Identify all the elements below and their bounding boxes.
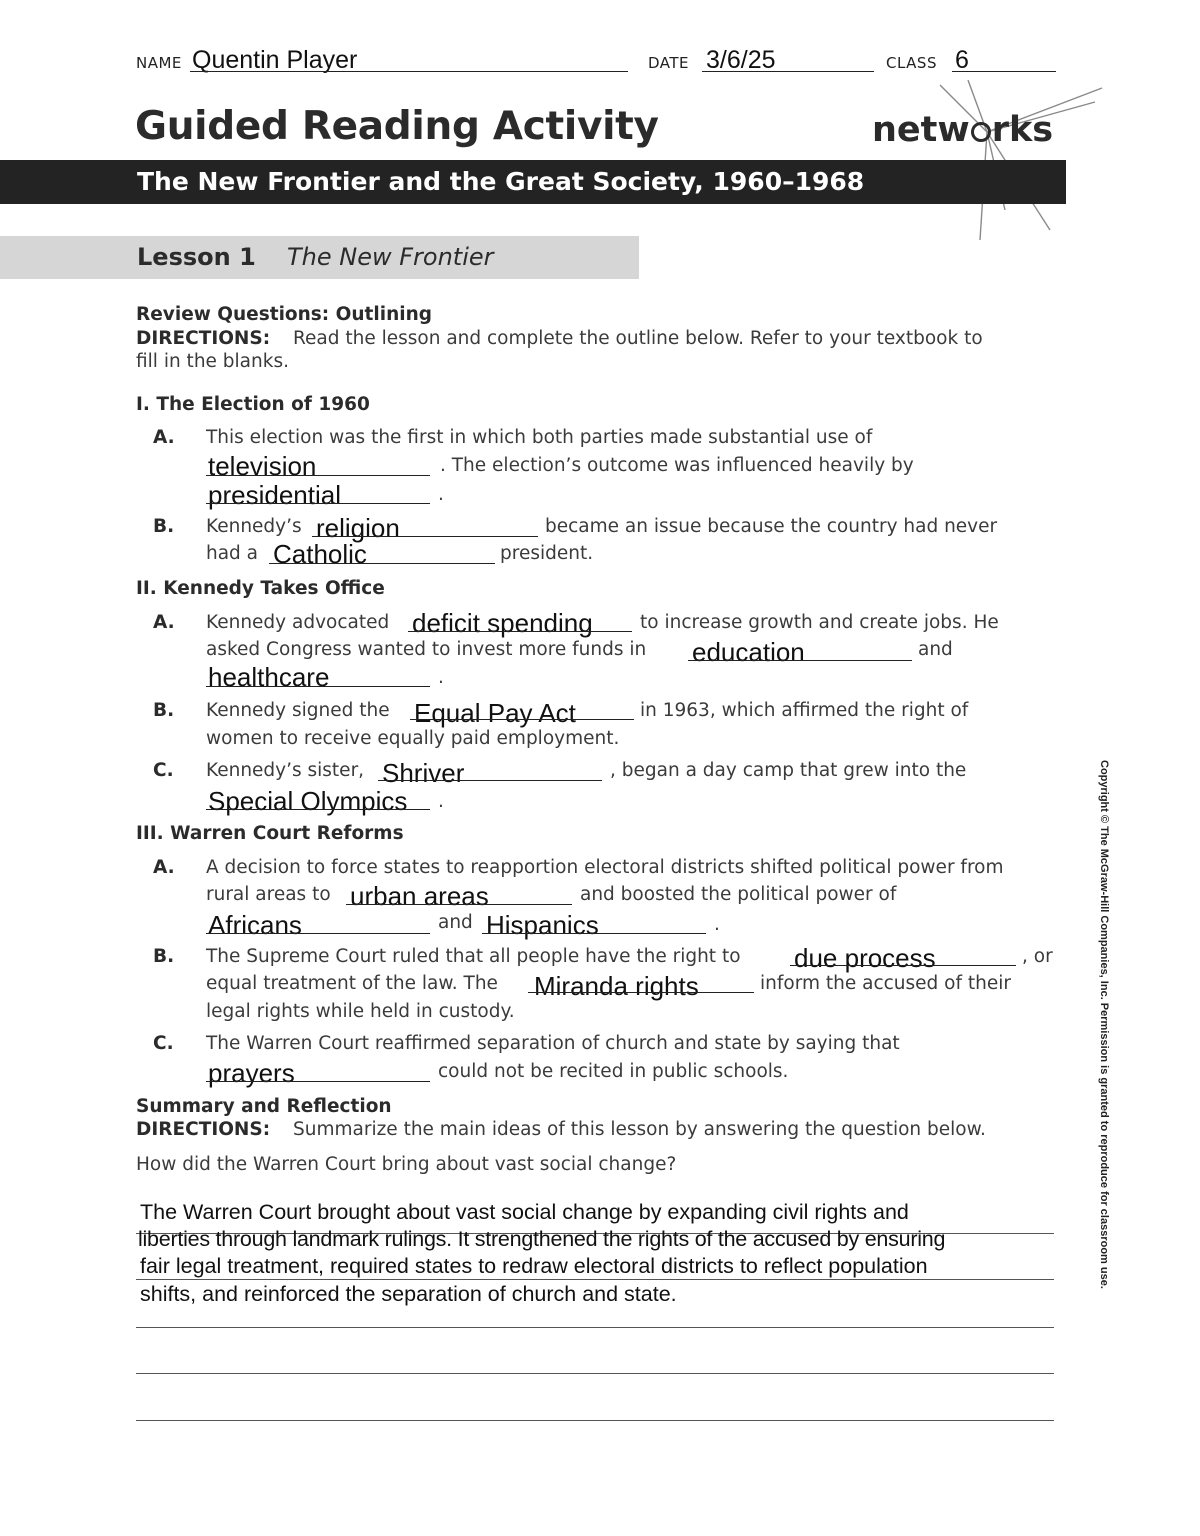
outline-text: and bbox=[438, 912, 473, 933]
answer-blank bbox=[346, 904, 572, 905]
outline-text: , began a day camp that grew into the bbox=[610, 760, 967, 781]
outline-text: This election was the first in which both parties made substantial use of bbox=[206, 427, 873, 448]
outline-text: A decision to force states to reapportion electoral districts shifted political power from bbox=[206, 857, 1004, 878]
outline-text: and boosted the political power of bbox=[580, 884, 897, 905]
name-line bbox=[190, 71, 628, 72]
item-letter: C. bbox=[153, 1033, 174, 1054]
outline-text: to increase growth and create jobs. He bbox=[640, 612, 999, 633]
item-letter: A. bbox=[153, 857, 175, 878]
item-letter: A. bbox=[153, 612, 175, 633]
outline-text: , or bbox=[1022, 946, 1053, 967]
chapter-title: The New Frontier and the Great Society, 1960–1968 bbox=[137, 167, 865, 196]
outline-text: The Supreme Court ruled that all people have the right to bbox=[206, 946, 741, 967]
answer-religion[interactable]: religion bbox=[316, 513, 400, 543]
answer-blank bbox=[378, 780, 602, 781]
answer-presidential[interactable]: presidential bbox=[208, 480, 341, 510]
name-label: NAME bbox=[136, 54, 182, 72]
date-label: DATE bbox=[648, 54, 690, 72]
answer-education[interactable]: education bbox=[692, 637, 805, 667]
answer-blank bbox=[312, 536, 538, 537]
copyright-notice: Copyright © The McGraw-Hill Companies, Inc. Permission is granted to reproduce for classroom use. bbox=[1098, 760, 1110, 1289]
outline-text: Kennedy’s sister, bbox=[206, 760, 365, 781]
outline-text: asked Congress wanted to invest more funds in bbox=[206, 639, 647, 660]
networks-logo bbox=[872, 110, 1053, 150]
item-letter: B. bbox=[153, 516, 175, 537]
answer-blank bbox=[410, 719, 634, 720]
outline-text: in 1963, which affirmed the right of bbox=[640, 700, 969, 721]
answer-rule bbox=[136, 1420, 1054, 1421]
answer-shriver[interactable]: Shriver bbox=[382, 758, 465, 788]
answer-blank bbox=[482, 933, 706, 934]
outline-text: The Warren Court reaffirmed separation of church and state by saying that bbox=[206, 1033, 900, 1054]
answer-deficit-spending[interactable]: deficit spending bbox=[412, 608, 593, 638]
item-letter: A. bbox=[153, 427, 175, 448]
date-line bbox=[702, 71, 874, 72]
outline-text: and bbox=[918, 639, 953, 660]
class-value[interactable]: 6 bbox=[955, 46, 969, 74]
outline-text: had a bbox=[206, 543, 259, 564]
answer-rule bbox=[136, 1373, 1054, 1374]
answer-rule bbox=[136, 1279, 1054, 1280]
answer-prayers[interactable]: prayers bbox=[208, 1058, 295, 1088]
answer-hispanics[interactable]: Hispanics bbox=[486, 910, 599, 940]
name-value[interactable]: Quentin Player bbox=[192, 46, 358, 74]
summary-heading: Summary and Reflection bbox=[136, 1096, 392, 1117]
item-letter: C. bbox=[153, 760, 174, 781]
item-letter: B. bbox=[153, 700, 175, 721]
answer-blank bbox=[528, 992, 754, 993]
summary-answer-line[interactable]: shifts, and reinforced the separation of church and state. bbox=[140, 1282, 677, 1306]
outline-text: rural areas to bbox=[206, 884, 331, 905]
answer-blank bbox=[408, 631, 632, 632]
outline-text: . bbox=[438, 667, 444, 688]
outline-text: president. bbox=[500, 543, 594, 564]
outline-text: equal treatment of the law. The bbox=[206, 973, 498, 994]
section-heading: III. Warren Court Reforms bbox=[136, 823, 404, 844]
section-heading: I. The Election of 1960 bbox=[136, 394, 370, 415]
outline-text: Kennedy’s bbox=[206, 516, 302, 537]
answer-blank bbox=[206, 809, 430, 810]
outline-text: . The election’s outcome was influenced heavily by bbox=[440, 455, 914, 476]
answer-rule bbox=[136, 1327, 1054, 1328]
logo-text-start: netw bbox=[872, 110, 970, 150]
answer-blank bbox=[206, 475, 430, 476]
page-title: Guided Reading Activity bbox=[135, 104, 659, 149]
chapter-banner bbox=[0, 160, 1066, 204]
answer-healthcare[interactable]: healthcare bbox=[208, 662, 330, 692]
outline-text: Kennedy signed the bbox=[206, 700, 390, 721]
class-line bbox=[952, 71, 1056, 72]
answer-africans[interactable]: Africans bbox=[208, 910, 302, 940]
lesson-banner bbox=[0, 236, 639, 279]
answer-catholic[interactable]: Catholic bbox=[273, 539, 367, 569]
summary-question: How did the Warren Court bring about vast social change? bbox=[136, 1154, 677, 1175]
summary-answer-line[interactable]: fair legal treatment, required states to redraw electoral districts to reflect population bbox=[140, 1254, 928, 1278]
logo-o-icon bbox=[971, 122, 991, 142]
outline-text: . bbox=[438, 484, 444, 505]
outline-text: . bbox=[438, 791, 444, 812]
outline-text: became an issue because the country had never bbox=[545, 516, 998, 537]
lesson-name: The New Frontier bbox=[287, 243, 494, 271]
directions-text: Read the lesson and complete the outline below. Refer to your textbook to bbox=[293, 328, 983, 349]
outline-text: women to receive equally paid employment. bbox=[206, 728, 620, 749]
answer-blank bbox=[206, 503, 430, 504]
summary-directions-text: Summarize the main ideas of this lesson by answering the question below. bbox=[293, 1119, 986, 1140]
answer-blank bbox=[269, 563, 495, 564]
outline-text: Kennedy advocated bbox=[206, 612, 390, 633]
date-value[interactable]: 3/6/25 bbox=[706, 46, 776, 74]
answer-blank bbox=[206, 933, 430, 934]
answer-urban-areas[interactable]: urban areas bbox=[350, 881, 489, 911]
outline-text: legal rights while held in custody. bbox=[206, 1001, 515, 1022]
directions-text-cont: fill in the blanks. bbox=[136, 351, 289, 372]
answer-blank bbox=[790, 965, 1016, 966]
answer-blank bbox=[206, 1081, 430, 1082]
outline-text: inform the accused of their bbox=[760, 973, 1011, 994]
answer-equal-pay-act[interactable]: Equal Pay Act bbox=[414, 698, 576, 728]
class-label: CLASS bbox=[886, 54, 937, 72]
answer-miranda-rights[interactable]: Miranda rights bbox=[534, 971, 699, 1001]
directions-label: DIRECTIONS: bbox=[136, 328, 271, 349]
summary-answer-line[interactable]: The Warren Court brought about vast social change by expanding civil rights and bbox=[140, 1200, 909, 1224]
section-heading: II. Kennedy Takes Office bbox=[136, 578, 385, 599]
item-letter: B. bbox=[153, 946, 175, 967]
outline-text: could not be recited in public schools. bbox=[438, 1061, 789, 1082]
summary-answer-line[interactable]: liberties through landmark rulings. It strengthened the rights of the accused by ensuring bbox=[138, 1227, 946, 1251]
answer-blank bbox=[206, 686, 430, 687]
answer-television[interactable]: television bbox=[208, 451, 317, 481]
answer-due-process[interactable]: due process bbox=[794, 943, 936, 973]
answer-special-olympics[interactable]: Special Olympics bbox=[208, 786, 408, 816]
summary-directions-label: DIRECTIONS: bbox=[136, 1119, 271, 1140]
lesson-label: Lesson 1 bbox=[137, 243, 256, 271]
answer-blank bbox=[688, 660, 912, 661]
logo-text-end: rks bbox=[991, 110, 1054, 150]
outline-text: . bbox=[714, 914, 720, 935]
review-heading: Review Questions: Outlining bbox=[136, 304, 432, 325]
